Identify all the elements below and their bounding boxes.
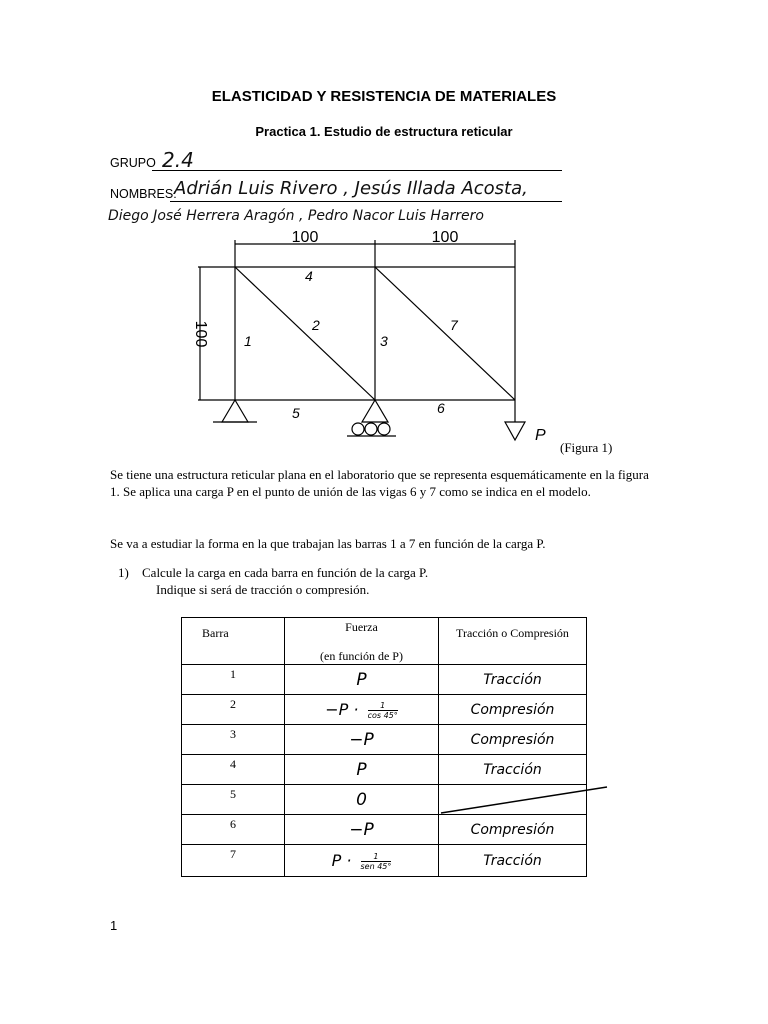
question-text: Calcule la carga en cada barra en función de la carga P. xyxy=(142,565,429,580)
table-row xyxy=(182,725,587,755)
row-7-fraction xyxy=(361,852,392,871)
row-3-fuerza: −P xyxy=(285,725,439,755)
table-row xyxy=(182,695,587,725)
row-3-barra: 3 xyxy=(182,725,285,755)
row-6-barra: 6 xyxy=(182,815,285,845)
row-4-barra: 4 xyxy=(182,755,285,785)
row-5-strike-line xyxy=(439,785,609,815)
bar-label-1: 1 xyxy=(244,333,252,349)
row-7-frac-num: 1 xyxy=(373,851,379,861)
truss-figure xyxy=(0,0,768,460)
row-2-fraction xyxy=(368,701,398,720)
roller-support xyxy=(362,400,388,422)
bar-label-7: 7 xyxy=(450,317,458,333)
bar-7-line xyxy=(375,267,515,400)
nombres-line-1: Adrián Luis Rivero , Jesús Illada Acosta, xyxy=(174,178,528,199)
bar-label-2: 2 xyxy=(312,317,320,333)
row-2-tipo: Compresión xyxy=(439,695,587,725)
bar-label-3: 3 xyxy=(380,333,388,349)
question-subtext: Indique si será de tracción o compresión. xyxy=(156,582,370,597)
row-2-frac-den: cos 45° xyxy=(367,710,398,720)
table-row xyxy=(182,665,587,695)
row-2-fuerza xyxy=(285,695,439,725)
row-5-tipo xyxy=(439,785,587,815)
document-subtitle: Practica 1. Estudio de estructura reticular xyxy=(255,124,513,139)
pin-support xyxy=(222,400,248,422)
row-5-fuerza: 0 xyxy=(285,785,439,815)
row-7-tipo: Tracción xyxy=(439,845,587,877)
bar-2-line xyxy=(235,267,375,400)
nombres-line-2: Diego José Herrera Aragón , Pedro Nacor Luis Harrero xyxy=(108,208,484,224)
forces-table xyxy=(181,617,587,877)
table-row xyxy=(182,785,587,815)
table-row xyxy=(182,845,587,877)
question-number: 1) xyxy=(118,565,129,580)
table-row xyxy=(182,815,587,845)
load-arrow-head xyxy=(505,422,525,440)
row-6-fuerza: −P xyxy=(285,815,439,845)
dim-top-right-label: 100 xyxy=(431,229,459,246)
row-1-tipo: Tracción xyxy=(439,665,587,695)
bar-label-4: 4 xyxy=(305,268,313,284)
table-row xyxy=(182,755,587,785)
row-7-barra: 7 xyxy=(182,845,285,877)
header-barra: Barra xyxy=(182,618,285,665)
row-2-barra: 2 xyxy=(182,695,285,725)
header-fuerza xyxy=(285,618,439,665)
row-7-frac-den: sen 45° xyxy=(360,861,392,871)
bar-label-6: 6 xyxy=(437,400,445,416)
row-5-barra: 5 xyxy=(182,785,285,815)
header-fuerza-label: Fuerza xyxy=(345,620,378,634)
row-7-fuerza-main: P · xyxy=(331,850,352,870)
row-7-fuerza xyxy=(285,845,439,877)
load-label: P xyxy=(535,427,546,444)
document-title: ELASTICIDAD Y RESISTENCIA DE MATERIALES xyxy=(211,88,557,105)
header-fuerza-sub: (en función de P) xyxy=(320,649,403,663)
dim-top-left-label: 100 xyxy=(291,229,319,246)
header-tipo: Tracción o Compresión xyxy=(439,618,587,665)
figure-caption: (Figura 1) xyxy=(560,440,613,455)
row-1-fuerza: P xyxy=(285,665,439,695)
page-number: 1 xyxy=(110,918,118,933)
row-4-fuerza: P xyxy=(285,755,439,785)
row-3-tipo: Compresión xyxy=(439,725,587,755)
table-header-row xyxy=(182,618,587,665)
row-1-barra: 1 xyxy=(182,665,285,695)
row-2-fuerza-main: −P · xyxy=(325,699,359,719)
row-2-frac-num: 1 xyxy=(380,700,386,710)
bar-label-5: 5 xyxy=(292,405,300,421)
row-4-tipo: Tracción xyxy=(439,755,587,785)
grupo-label: GRUPO xyxy=(110,156,156,170)
paragraph-2: Se va a estudiar la forma en la que trabajan las barras 1 a 7 en función de la carga P. xyxy=(110,536,546,551)
nombres-label: NOMBRES: xyxy=(110,187,177,201)
row-6-tipo: Compresión xyxy=(439,815,587,845)
dim-left-label: 100 xyxy=(192,320,209,348)
grupo-value: 2.4 xyxy=(162,148,194,172)
paragraph-1: Se tiene una estructura reticular plana en el laboratorio que se representa esquemáticamente en la figura 1. Se aplica una carga P en el punto de unión de las vigas 6 y 7 como se indica en el modelo. xyxy=(110,467,649,499)
